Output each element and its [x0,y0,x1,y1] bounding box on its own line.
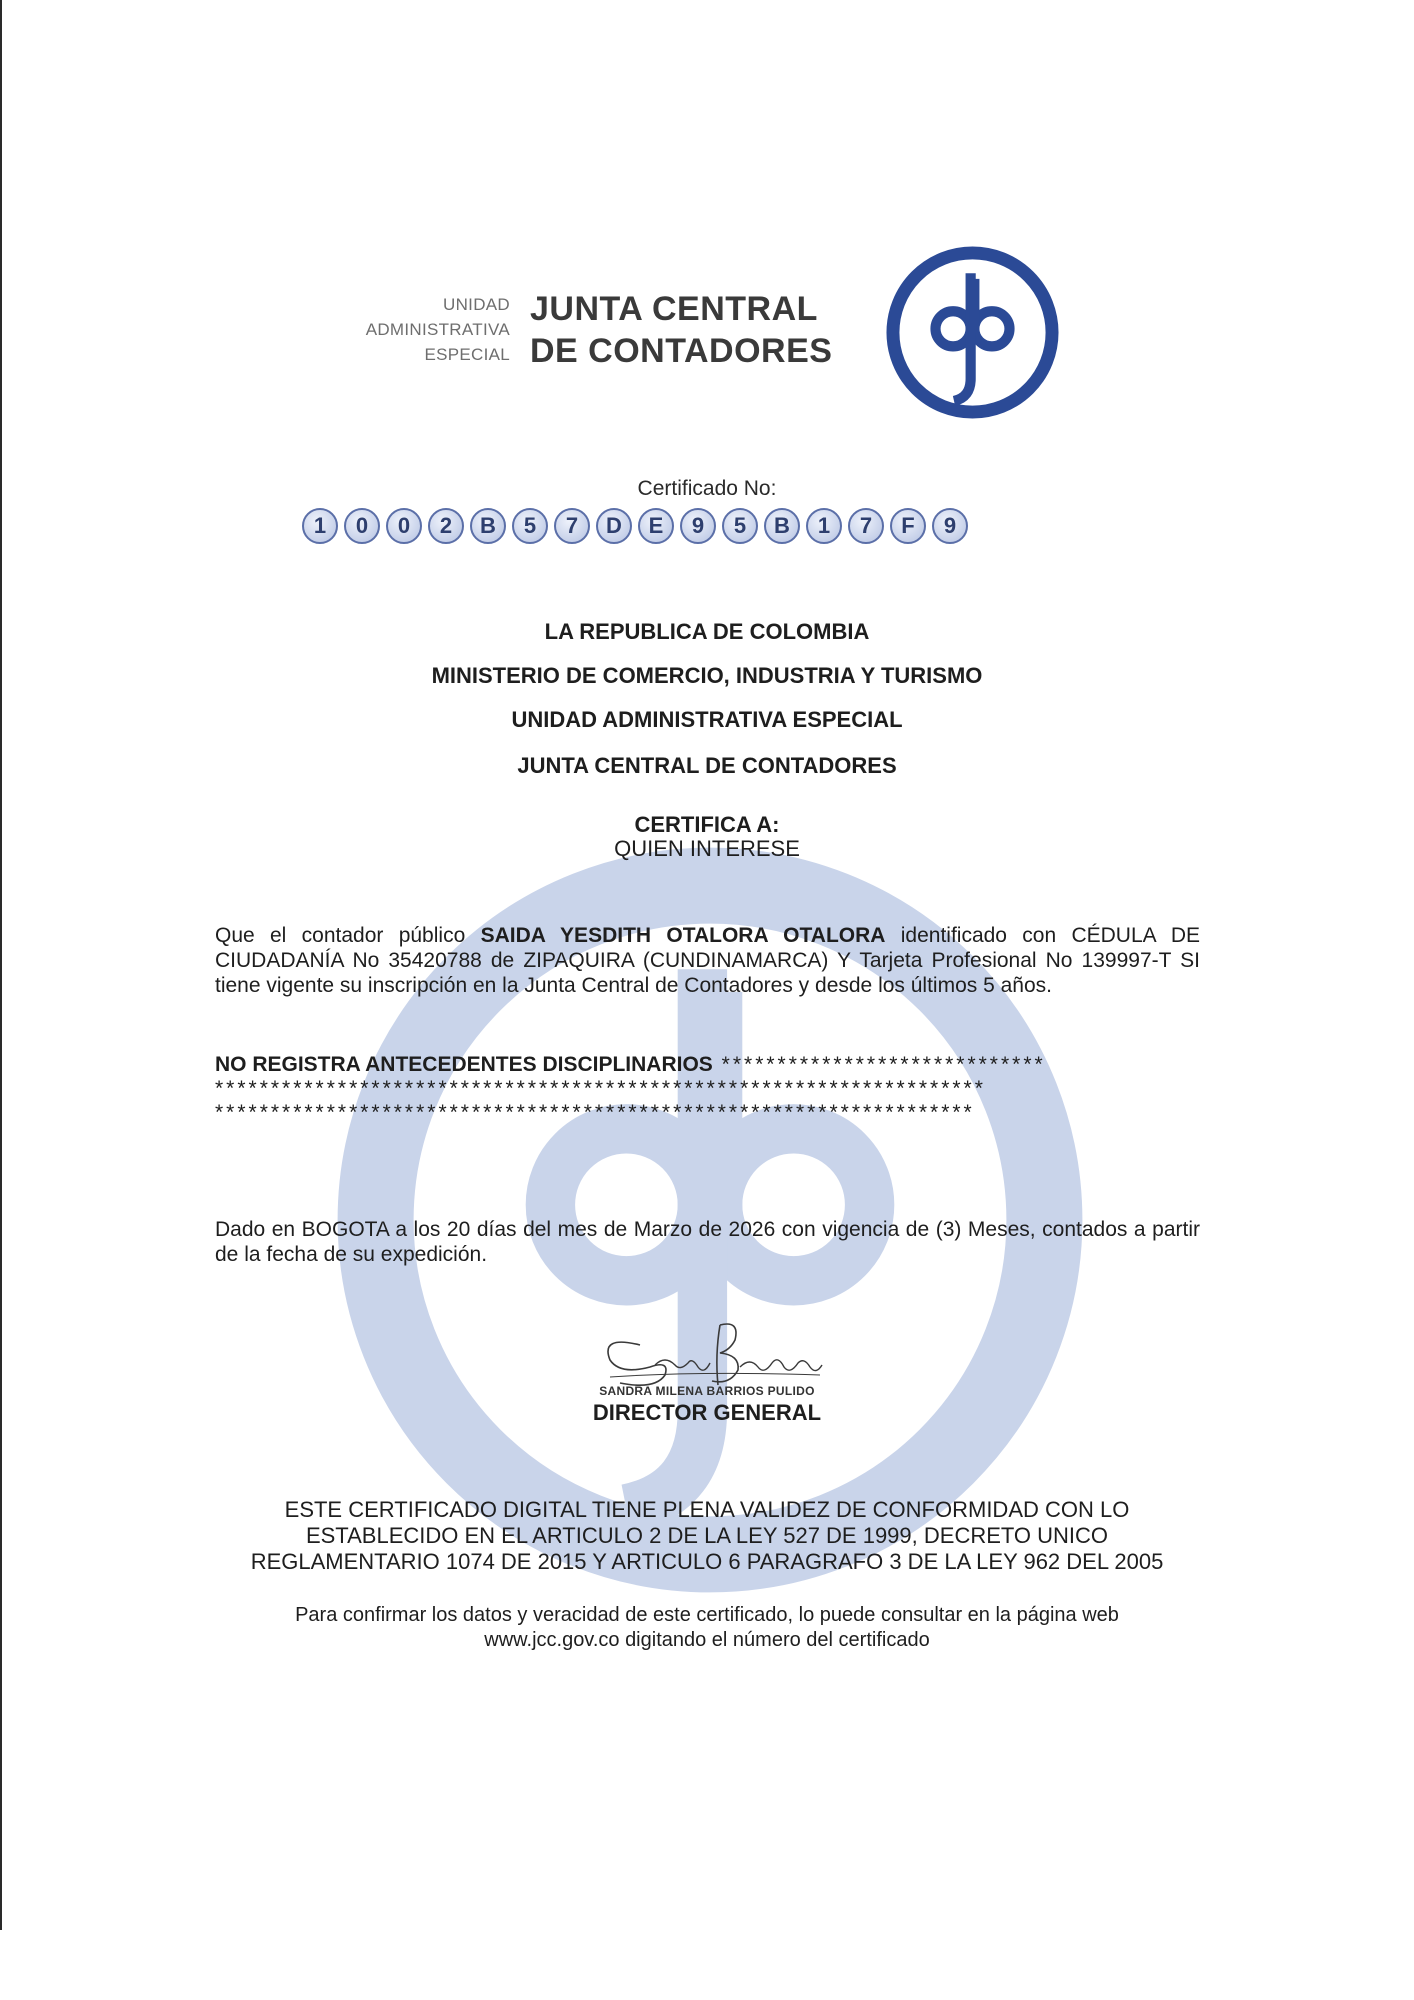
certificate-number-char: 1 [302,508,338,544]
certificate-number-char: 7 [848,508,884,544]
certificate-number-char: E [638,508,674,544]
certification-paragraph [215,923,1200,998]
issuer-line: UNIDAD ADMINISTRATIVA ESPECIAL [511,707,903,732]
paragraph-details: identificado con CÉDULA DE CIUDADANÍA No 35420788 de ZIPAQUIRA (CUNDINAMARCA) Y Tarjeta Profesional No 139997-T SI tiene vigente su inscripción en la Junta Central de Contadores y desde los últimos 5 años. [215,924,1200,997]
disciplinary-status: NO REGISTRA ANTECEDENTES DISCIPLINARIOS [215,1053,713,1076]
agency-type [350,292,510,367]
certifies-heading: CERTIFICA A: [634,812,780,837]
certificate-number-char: 9 [680,508,716,544]
stars-filler: ***************************** [721,1053,1046,1076]
certificate-number-char: 5 [512,508,548,544]
page-edge-bottom [0,745,2,1930]
certificate-number [302,508,1122,552]
verification-line: www.jcc.gov.co digitando el número del certificado [484,1629,930,1651]
accountant-name: SAIDA YESDITH OTALORA OTALORA [480,924,886,947]
handwritten-signature [580,1305,840,1395]
certificate-number-char: 0 [386,508,422,544]
issuer-line: LA REPUBLICA DE COLOMBIA [544,619,870,644]
issued-paragraph: Dado en BOGOTA a los 20 días del mes de Marzo de 2026 con vigencia de (3) Meses, contados a partir de la fecha de su expedición. [215,1218,1200,1266]
certificate-number-char: 5 [722,508,758,544]
verification-note [0,1603,1414,1653]
verification-line: Para confirmar los datos y veracidad de este certificado, lo puede consultar en la página web [295,1604,1119,1626]
agency-name-line: DE CONTADORES [530,332,833,370]
status-line [215,1052,1200,1077]
certificate-number-char: 9 [932,508,968,544]
legal-notice [0,1497,1414,1575]
agency-type-line: ESPECIAL [424,345,510,364]
agency-header [350,240,1070,420]
agency-name-line: JUNTA CENTRAL [530,290,818,328]
agency-type-line: UNIDAD [443,295,510,314]
jcc-logo-icon [880,240,1065,425]
certificate-number-label: Certificado No: [637,477,777,500]
stars-filler: ******************************************************************** [215,1101,975,1124]
legal-line: REGLAMENTARIO 1074 DE 2015 Y ARTICULO 6 PARAGRAFO 3 DE LA LEY 962 DEL 2005 [250,1549,1164,1574]
certificate-number-char: F [890,508,926,544]
certificate-number-char: 7 [554,508,590,544]
signer-title: DIRECTOR GENERAL [592,1400,822,1425]
certificate-number-char: B [764,508,800,544]
paragraph-intro: Que el contador público [215,924,481,947]
agency-name [530,288,890,372]
legal-line: ESTABLECIDO EN EL ARTICULO 2 DE LA LEY 527 DE 1999, DECRETO UNICO [305,1523,1109,1548]
issuer-line: MINISTERIO DE COMERCIO, INDUSTRIA Y TURISMO [431,663,983,688]
stars-filler: ********************************************************************* [215,1077,986,1100]
certificate-number-char: 1 [806,508,842,544]
legal-line: ESTE CERTIFICADO DIGITAL TIENE PLENA VALIDEZ DE CONFORMIDAD CON LO [284,1497,1130,1522]
certificate-number-char: D [596,508,632,544]
certificate-number-char: B [470,508,506,544]
certificate-number-char: 2 [428,508,464,544]
agency-type-line: ADMINISTRATIVA [365,320,510,339]
signer-name: SANDRA MILENA BARRIOS PULIDO [599,1384,815,1398]
issuer-line: JUNTA CENTRAL DE CONTADORES [517,753,897,778]
recipient-line: QUIEN INTERESE [614,836,800,861]
certificate-number-char: 0 [344,508,380,544]
